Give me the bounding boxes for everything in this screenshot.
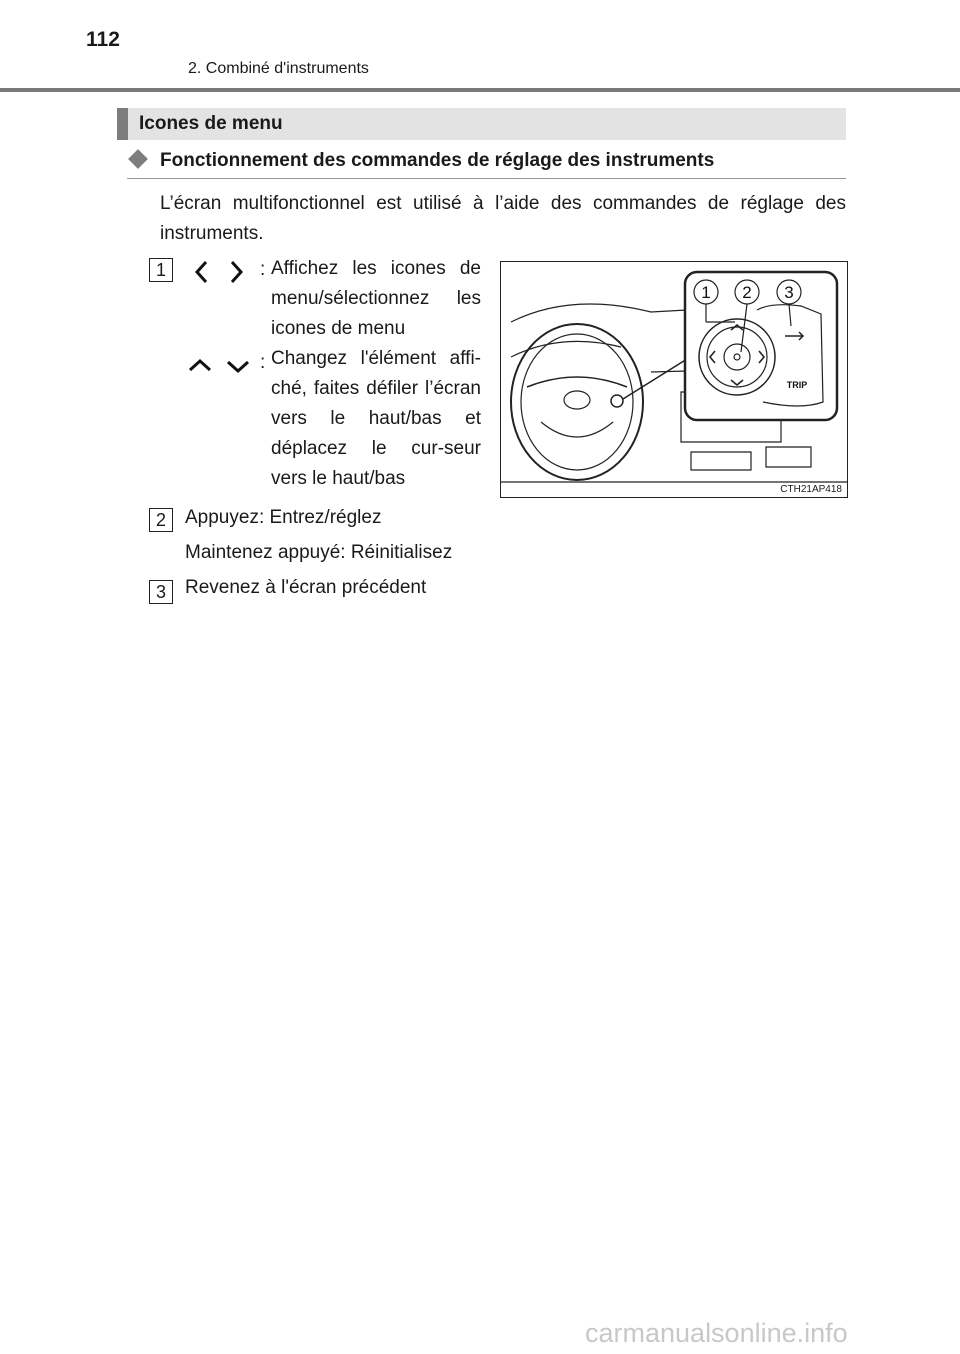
item-number-3: 3 — [149, 580, 173, 604]
chapter-title: 2. Combiné d'instruments — [188, 60, 369, 77]
item-2-line-1: Appuyez: Entrez/réglez — [185, 507, 382, 528]
section-title: Icones de menu — [139, 113, 283, 134]
page-number: 112 — [86, 28, 120, 51]
subsection-title: Fonctionnement des commandes de réglage des instruments — [160, 150, 715, 171]
figure-callout-2: 2 — [742, 283, 752, 302]
chevron-right-icon — [232, 262, 241, 282]
item-2-line-2: Maintenez appuyé: Réinitialisez — [185, 542, 453, 563]
header-rule — [0, 88, 960, 92]
section-heading-bar — [117, 108, 846, 140]
left-right-arrows-icon — [190, 258, 250, 286]
figure-callout-3: 3 — [784, 283, 794, 302]
section-accent — [117, 108, 128, 140]
item-1-entry-1-text: Affichez les icones de menu/sélectionnez les icones de menu — [271, 258, 481, 339]
colon-2: : — [260, 352, 266, 373]
steering-wheel-illustration — [501, 262, 847, 497]
up-down-arrows-icon — [186, 354, 252, 378]
intro-paragraph: L’écran multifonctionnel est utilisé à l’aide des commandes de réglage des instruments. — [160, 193, 846, 244]
steering-wheel-figure — [500, 261, 848, 498]
item-number-2: 2 — [149, 508, 173, 532]
watermark: carmanualsonline.info — [585, 1318, 848, 1348]
trip-button-label: TRIP — [786, 380, 808, 390]
item-number-1: 1 — [149, 258, 173, 282]
colon-1: : — [260, 259, 266, 280]
chevron-down-icon — [228, 362, 248, 371]
figure-code: CTH21AP418 — [780, 484, 842, 495]
chevron-up-icon — [190, 361, 210, 370]
chevron-left-icon — [197, 262, 206, 282]
diamond-icon — [128, 149, 148, 169]
subsection-rule — [127, 178, 846, 179]
figure-callout-1: 1 — [701, 283, 711, 302]
item-3-line-1: Revenez à l'écran précédent — [185, 577, 427, 598]
item-1-entry-2-text: Changez l'élément affi-ché, faites défiler l’écran vers le haut/bas et déplacez le cur-seur vers le haut/bas — [271, 348, 481, 489]
